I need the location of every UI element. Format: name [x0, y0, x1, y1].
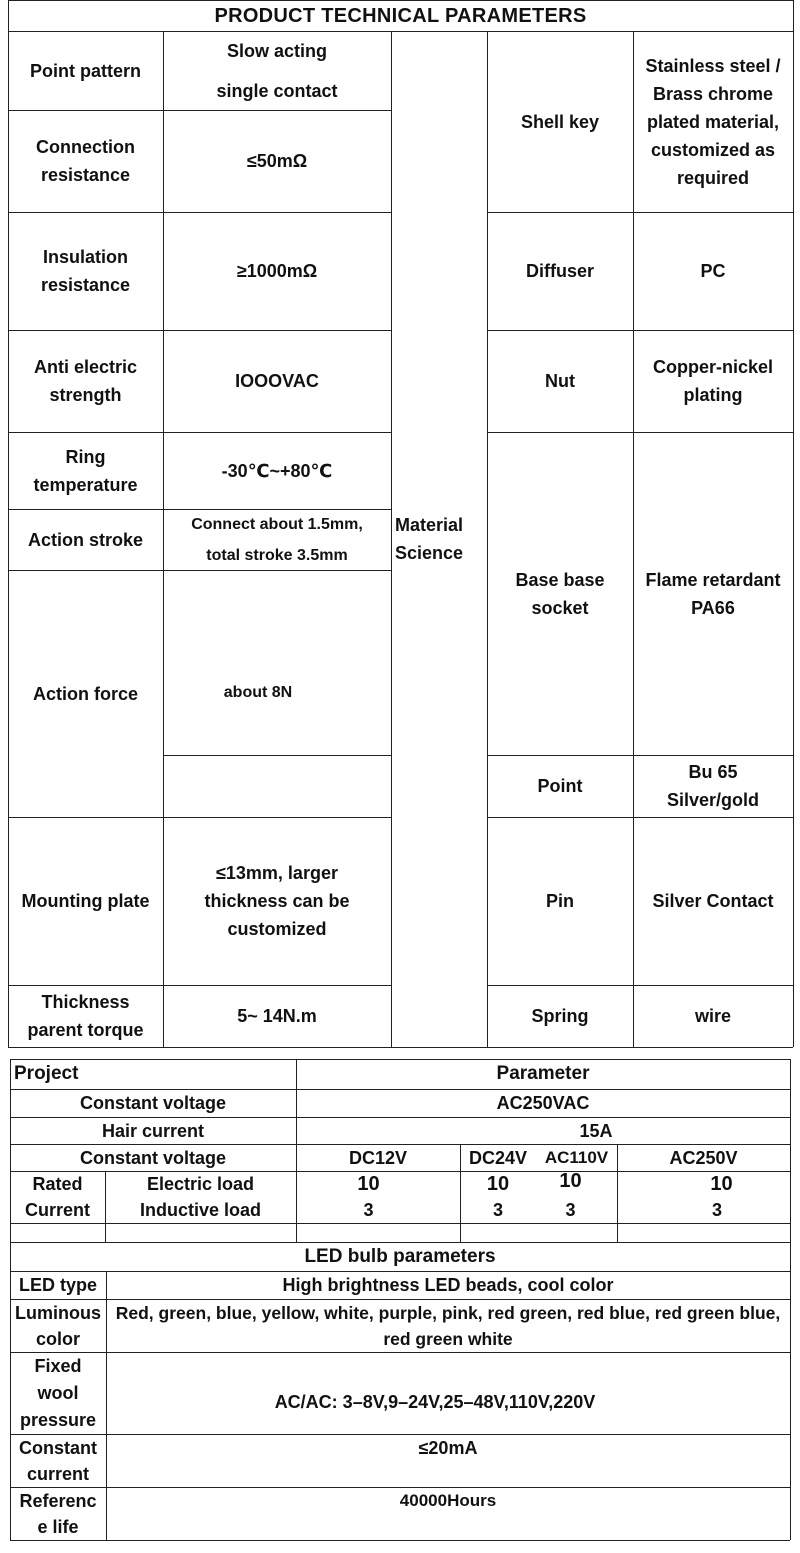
- value-diffuser: PC: [700, 261, 726, 281]
- label-pin: Pin: [545, 891, 574, 911]
- inductive-load-ac250v: 3: [711, 1200, 722, 1220]
- value-thickness-parent-torque: 5~ 14N.m: [237, 1006, 317, 1026]
- label-inductive-load: Inductive load: [139, 1200, 262, 1220]
- value-ring-temperature: -30℃~+80℃: [221, 460, 333, 481]
- value-action-stroke: Connect about 1.5mm, total stroke 3.5mm: [191, 515, 363, 564]
- value-constant-current: ≤20mA: [418, 1438, 478, 1458]
- value-constant-voltage: AC250VAC: [496, 1093, 590, 1113]
- label-action-stroke: Action stroke: [27, 529, 144, 550]
- value-led-type: High brightness LED beads, cool color: [282, 1275, 614, 1295]
- value-point: Bu 65 Silver/gold: [666, 762, 760, 810]
- label-hair-current: Hair current: [101, 1120, 205, 1141]
- value-pin: Silver Contact: [652, 891, 774, 911]
- value-reference-life: 40000Hours: [399, 1491, 497, 1510]
- label-rated: Rated: [32, 1174, 83, 1194]
- value-hair-current: 15A: [579, 1120, 613, 1141]
- value-spring: wire: [694, 1006, 732, 1026]
- label-anti-electric-strength: Anti electric strength: [33, 357, 138, 405]
- value-anti-electric-strength: IOOOVAC: [235, 371, 319, 391]
- label-thickness-parent-torque: Thickness parent torque: [27, 992, 144, 1040]
- electric-load-ac110v: 10: [559, 1170, 582, 1192]
- label-connection-resistance: Connection resistance: [36, 137, 135, 185]
- label-constant-voltage: Constant voltage: [79, 1093, 226, 1113]
- label-diffuser: Diffuser: [525, 261, 594, 281]
- value-point-pattern: Slow acting single contact: [216, 40, 338, 101]
- value-shell-key: Stainless steel / Brass chrome plated material, customized as required: [645, 55, 781, 188]
- table-title: PRODUCT TECHNICAL PARAMETERS: [214, 4, 587, 27]
- project-header: Project: [14, 1063, 79, 1084]
- label-ring-temperature: Ring temperature: [33, 446, 138, 495]
- label-luminous-color: Luminous color: [15, 1302, 101, 1349]
- electric-load-dc24v: 10: [486, 1173, 510, 1195]
- label-reference-life: Referenc e life: [19, 1490, 97, 1537]
- value-mounting-plate: ≤13mm, larger thickness can be customized: [204, 863, 350, 939]
- value-nut: Copper-nickel plating: [652, 357, 774, 405]
- inductive-load-ac110v: 3: [565, 1200, 576, 1220]
- value-fixed-wool-pressure: AC/AC: 3–8V,9–24V,25–48V,110V,220V: [274, 1392, 596, 1412]
- label-point-pattern: Point pattern: [30, 60, 141, 81]
- label-constant-current: Constant current: [19, 1437, 97, 1484]
- label-insulation-resistance: Insulation resistance: [40, 247, 131, 295]
- label-current: Current: [24, 1200, 90, 1220]
- voltage-ac110v: AC110V: [544, 1147, 609, 1167]
- voltage-dc24v: DC24V: [468, 1147, 528, 1168]
- label-shell-key: Shell key: [520, 111, 600, 132]
- value-action-force: about 8N: [223, 683, 293, 701]
- value-insulation-resistance: ≥1000mΩ: [236, 261, 318, 281]
- label-action-force: Action force: [32, 683, 138, 704]
- label-voltage-row: Constant voltage: [79, 1147, 226, 1168]
- voltage-ac250v: AC250V: [669, 1147, 738, 1168]
- electric-load-ac250v: 10: [710, 1173, 733, 1195]
- label-point: Point: [537, 776, 583, 796]
- parameter-header: Parameter: [496, 1063, 590, 1084]
- value-luminous-color: Red, green, blue, yellow, white, purple, pink, red green, red blue, red green blue, red green white: [115, 1302, 781, 1349]
- label-material-science: Material Science: [395, 515, 464, 563]
- led-table-title: LED bulb parameters: [304, 1245, 496, 1267]
- label-base-socket: Base base socket: [515, 569, 605, 618]
- value-base-socket: Flame retardant PA66: [645, 569, 781, 618]
- voltage-dc12v: DC12V: [348, 1147, 408, 1168]
- label-electric-load: Electric load: [146, 1174, 255, 1194]
- label-nut: Nut: [545, 371, 575, 391]
- inductive-load-dc12v: 3: [363, 1200, 374, 1220]
- value-connection-resistance: ≤50mΩ: [246, 151, 308, 171]
- label-mounting-plate: Mounting plate: [21, 891, 150, 911]
- inductive-load-dc24v: 3: [492, 1200, 503, 1220]
- electric-load-dc12v: 10: [357, 1173, 380, 1195]
- label-fixed-wool-pressure: Fixed wool pressure: [19, 1355, 97, 1430]
- label-led-type: LED type: [18, 1275, 97, 1295]
- label-spring: Spring: [531, 1006, 589, 1026]
